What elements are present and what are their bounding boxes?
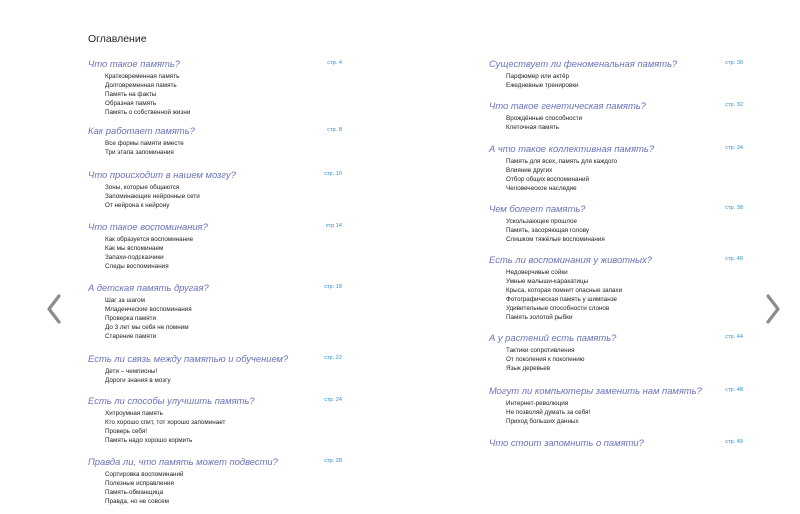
subsection-item: Умные малыши-каракатицы (506, 278, 589, 285)
subsection-item: Запахи-подсказчики (105, 254, 164, 261)
subsection-item: Все формы памяти вместе (105, 140, 184, 147)
subsection-item: Интернет-революция (506, 400, 569, 407)
chapter-title[interactable]: А детская память другая? (88, 282, 209, 293)
subsection-list (105, 183, 342, 210)
chapter-heading (88, 169, 342, 181)
subsection-list (506, 399, 743, 426)
subsection-item: Врождённые способности (506, 115, 583, 122)
chapter-page-ref[interactable]: стр. 49 (725, 439, 743, 445)
subsection-item: Дети – чемпионы! (105, 368, 158, 375)
subsection-list (506, 114, 743, 132)
toc-chapter[interactable] (489, 437, 743, 449)
subsection-item: Долговременная память (105, 82, 177, 89)
subsection-item: Ускользающее прошлое (506, 218, 578, 225)
subsection-item: Память золотой рыбки (506, 314, 573, 321)
chapter-heading (88, 456, 342, 468)
chapter-page-ref[interactable]: стр. 8 (327, 127, 342, 133)
chapter-page-ref[interactable]: стр. 32 (725, 102, 743, 108)
chapter-title[interactable]: Как работает память? (88, 125, 195, 136)
chevron-right-icon (764, 294, 782, 324)
toc-chapter[interactable] (489, 332, 743, 373)
chapter-title[interactable]: Что стоит запомнить о памяти? (489, 437, 644, 448)
chapter-page-ref[interactable]: стр. 34 (725, 145, 743, 151)
chapter-title[interactable]: Правда ли, что память может подвести? (88, 456, 278, 467)
chapter-heading (489, 437, 743, 449)
subsection-item: Клеточная память (506, 124, 560, 131)
chapter-heading (489, 254, 743, 266)
chapter-page-ref[interactable]: стр. 48 (725, 387, 743, 393)
subsection-item: Младенческие воспоминания (105, 306, 192, 313)
subsection-item: Влияние других (506, 167, 553, 174)
subsection-item: Память о собственной жизни (105, 109, 191, 116)
chapter-title[interactable]: Что такое память? (88, 58, 180, 69)
toc-chapter[interactable] (489, 58, 743, 90)
chapter-page-ref[interactable]: стр. 44 (725, 334, 743, 340)
subsection-item: Полезные исправления (105, 480, 174, 487)
toc-chapter[interactable] (489, 385, 743, 426)
toc-chapter[interactable] (88, 169, 342, 210)
subsection-item: Тактики сопротивления (506, 347, 575, 354)
subsection-item: Следы воспоминания (105, 263, 169, 270)
toc-chapter[interactable] (489, 203, 743, 244)
subsection-item: До 3 лет мы себя не помним (105, 324, 189, 331)
toc-chapter[interactable] (489, 143, 743, 193)
subsection-item: Шаг за шагом (105, 297, 146, 304)
subsection-item: Не позволяй думать за себя! (506, 409, 591, 416)
chapter-title[interactable]: Чем болеет память? (489, 203, 586, 214)
chapter-title[interactable]: Существует ли феноменальная память? (489, 58, 678, 69)
page-title: Оглавление (88, 33, 147, 45)
chapter-title[interactable]: Могут ли компьютеры заменить нам память? (489, 385, 702, 396)
chapter-page-ref[interactable]: стр. 40 (725, 256, 743, 262)
subsection-item: Язык деревьев (506, 365, 551, 372)
subsection-list (506, 157, 743, 193)
chapter-page-ref[interactable]: стр. 4 (327, 60, 342, 66)
subsection-list (506, 346, 743, 373)
chapter-page-ref[interactable]: стр. 38 (725, 205, 743, 211)
toc-chapter[interactable] (88, 395, 342, 445)
subsection-item: Приход больших данных (506, 418, 579, 425)
subsection-list (506, 217, 743, 244)
toc-chapter[interactable] (88, 221, 342, 271)
chapter-page-ref[interactable]: стр 14 (325, 223, 342, 229)
subsection-list (105, 409, 342, 445)
subsection-item: От нейрона к нейрону (105, 202, 170, 209)
toc-chapter[interactable] (88, 125, 342, 157)
subsection-list (105, 235, 342, 271)
subsection-item: Недоверчивые сойки (506, 269, 568, 276)
subsection-item: Память, засоряющая голову (506, 227, 590, 234)
chapter-heading (489, 143, 743, 155)
chapter-title[interactable]: Есть ли связь между памятью и обучением? (88, 353, 289, 364)
chapter-heading (489, 100, 743, 112)
chapter-heading (88, 282, 342, 294)
subsection-item: Проверь себя! (105, 428, 148, 435)
chapter-title[interactable]: Есть ли способы улучшить память? (88, 395, 255, 406)
subsection-item: Крыса, которая помнит опасные запахи (506, 287, 623, 294)
subsection-item: Правда, но не совсем (105, 498, 169, 505)
chapter-page-ref[interactable]: стр. 30 (725, 60, 743, 66)
subsection-item: Зоны, которые общаются (105, 184, 180, 191)
chapter-heading (489, 203, 743, 215)
subsection-list (105, 470, 342, 506)
subsection-item: Кто хорошо спит, тот хорошо запоминает (105, 419, 226, 426)
chapter-title[interactable]: А у растений есть память? (489, 332, 617, 343)
chapter-title[interactable]: Что такое генетическая память? (489, 100, 646, 111)
next-page-button[interactable] (764, 294, 782, 324)
subsection-item: Кратковременная память (105, 73, 180, 80)
prev-page-button[interactable] (45, 294, 63, 324)
subsection-item: Запоминающие нейронные сети (105, 193, 200, 200)
subsection-list (506, 72, 743, 90)
subsection-item: Старение памяти (105, 333, 157, 340)
subsection-list (105, 139, 342, 157)
chapter-heading (88, 58, 342, 70)
chapter-title[interactable]: Есть ли воспоминания у животных? (489, 254, 652, 265)
subsection-item: От поколения к поколению (506, 356, 585, 363)
subsection-item: Как мы вспоминаем (105, 245, 164, 252)
chapter-heading (489, 58, 743, 70)
subsection-item: Три этапа запоминания (105, 149, 174, 156)
subsection-item: Дороги знания в мозгу (105, 377, 171, 384)
chapter-page-ref[interactable]: стр. 18 (324, 284, 342, 290)
subsection-item: Слишком тяжёлые воспоминания (506, 236, 605, 243)
subsection-item: Память надо хорошо кормить (105, 437, 193, 444)
chapter-heading (489, 385, 743, 397)
subsection-item: Ежедневные тренировки (506, 82, 579, 89)
subsection-item: Парфюмер или актёр (506, 73, 570, 80)
chapter-title[interactable]: А что такое коллективная память? (489, 143, 655, 154)
subsection-item: Фотографическая память у шимпанзе (506, 296, 618, 303)
chevron-left-icon (45, 294, 63, 324)
chapter-heading (88, 221, 342, 233)
subsection-item: Сортировка воспоминаний (105, 471, 184, 478)
toc-left-column (88, 58, 342, 506)
subsection-list (105, 296, 342, 341)
chapter-page-ref[interactable]: стр. 28 (324, 458, 342, 464)
chapter-page-ref[interactable]: стр. 24 (324, 397, 342, 403)
subsection-item: Удивительные способности слонов (506, 305, 610, 312)
toc-chapter[interactable] (88, 353, 342, 385)
toc-chapter[interactable] (88, 282, 342, 341)
subsection-list (506, 268, 743, 322)
subsection-item: Проверка памяти (105, 315, 157, 322)
subsection-item: Отбор общих воспоминаний (506, 176, 590, 183)
subsection-item: Хитроумная память (105, 410, 163, 417)
subsection-item: Память на факты (105, 91, 157, 98)
toc-right-column (489, 58, 743, 449)
subsection-list (105, 72, 342, 117)
chapter-title[interactable]: Что происходит в нашем мозгу? (88, 169, 236, 180)
subsection-item: Память-обманщица (105, 489, 164, 496)
chapter-heading (489, 332, 743, 344)
chapter-heading (88, 353, 342, 365)
chapter-heading (88, 125, 342, 137)
subsection-item: Человеческое наследие (506, 185, 577, 192)
chapter-page-ref[interactable]: стр. 22 (324, 355, 342, 361)
subsection-list (105, 367, 342, 385)
toc-chapter[interactable] (489, 254, 743, 322)
chapter-heading (88, 395, 342, 407)
subsection-item: Образная память (105, 100, 157, 107)
toc-chapter[interactable] (88, 58, 342, 117)
chapter-page-ref[interactable]: стр. 10 (324, 171, 342, 177)
subsection-item: Память для всех, память для каждого (506, 158, 618, 165)
subsection-item: Как образуется воспоминание (105, 236, 194, 243)
toc-chapter[interactable] (88, 456, 342, 506)
chapter-title[interactable]: Что такое воспоминания? (88, 221, 208, 232)
toc-chapter[interactable] (489, 100, 743, 132)
